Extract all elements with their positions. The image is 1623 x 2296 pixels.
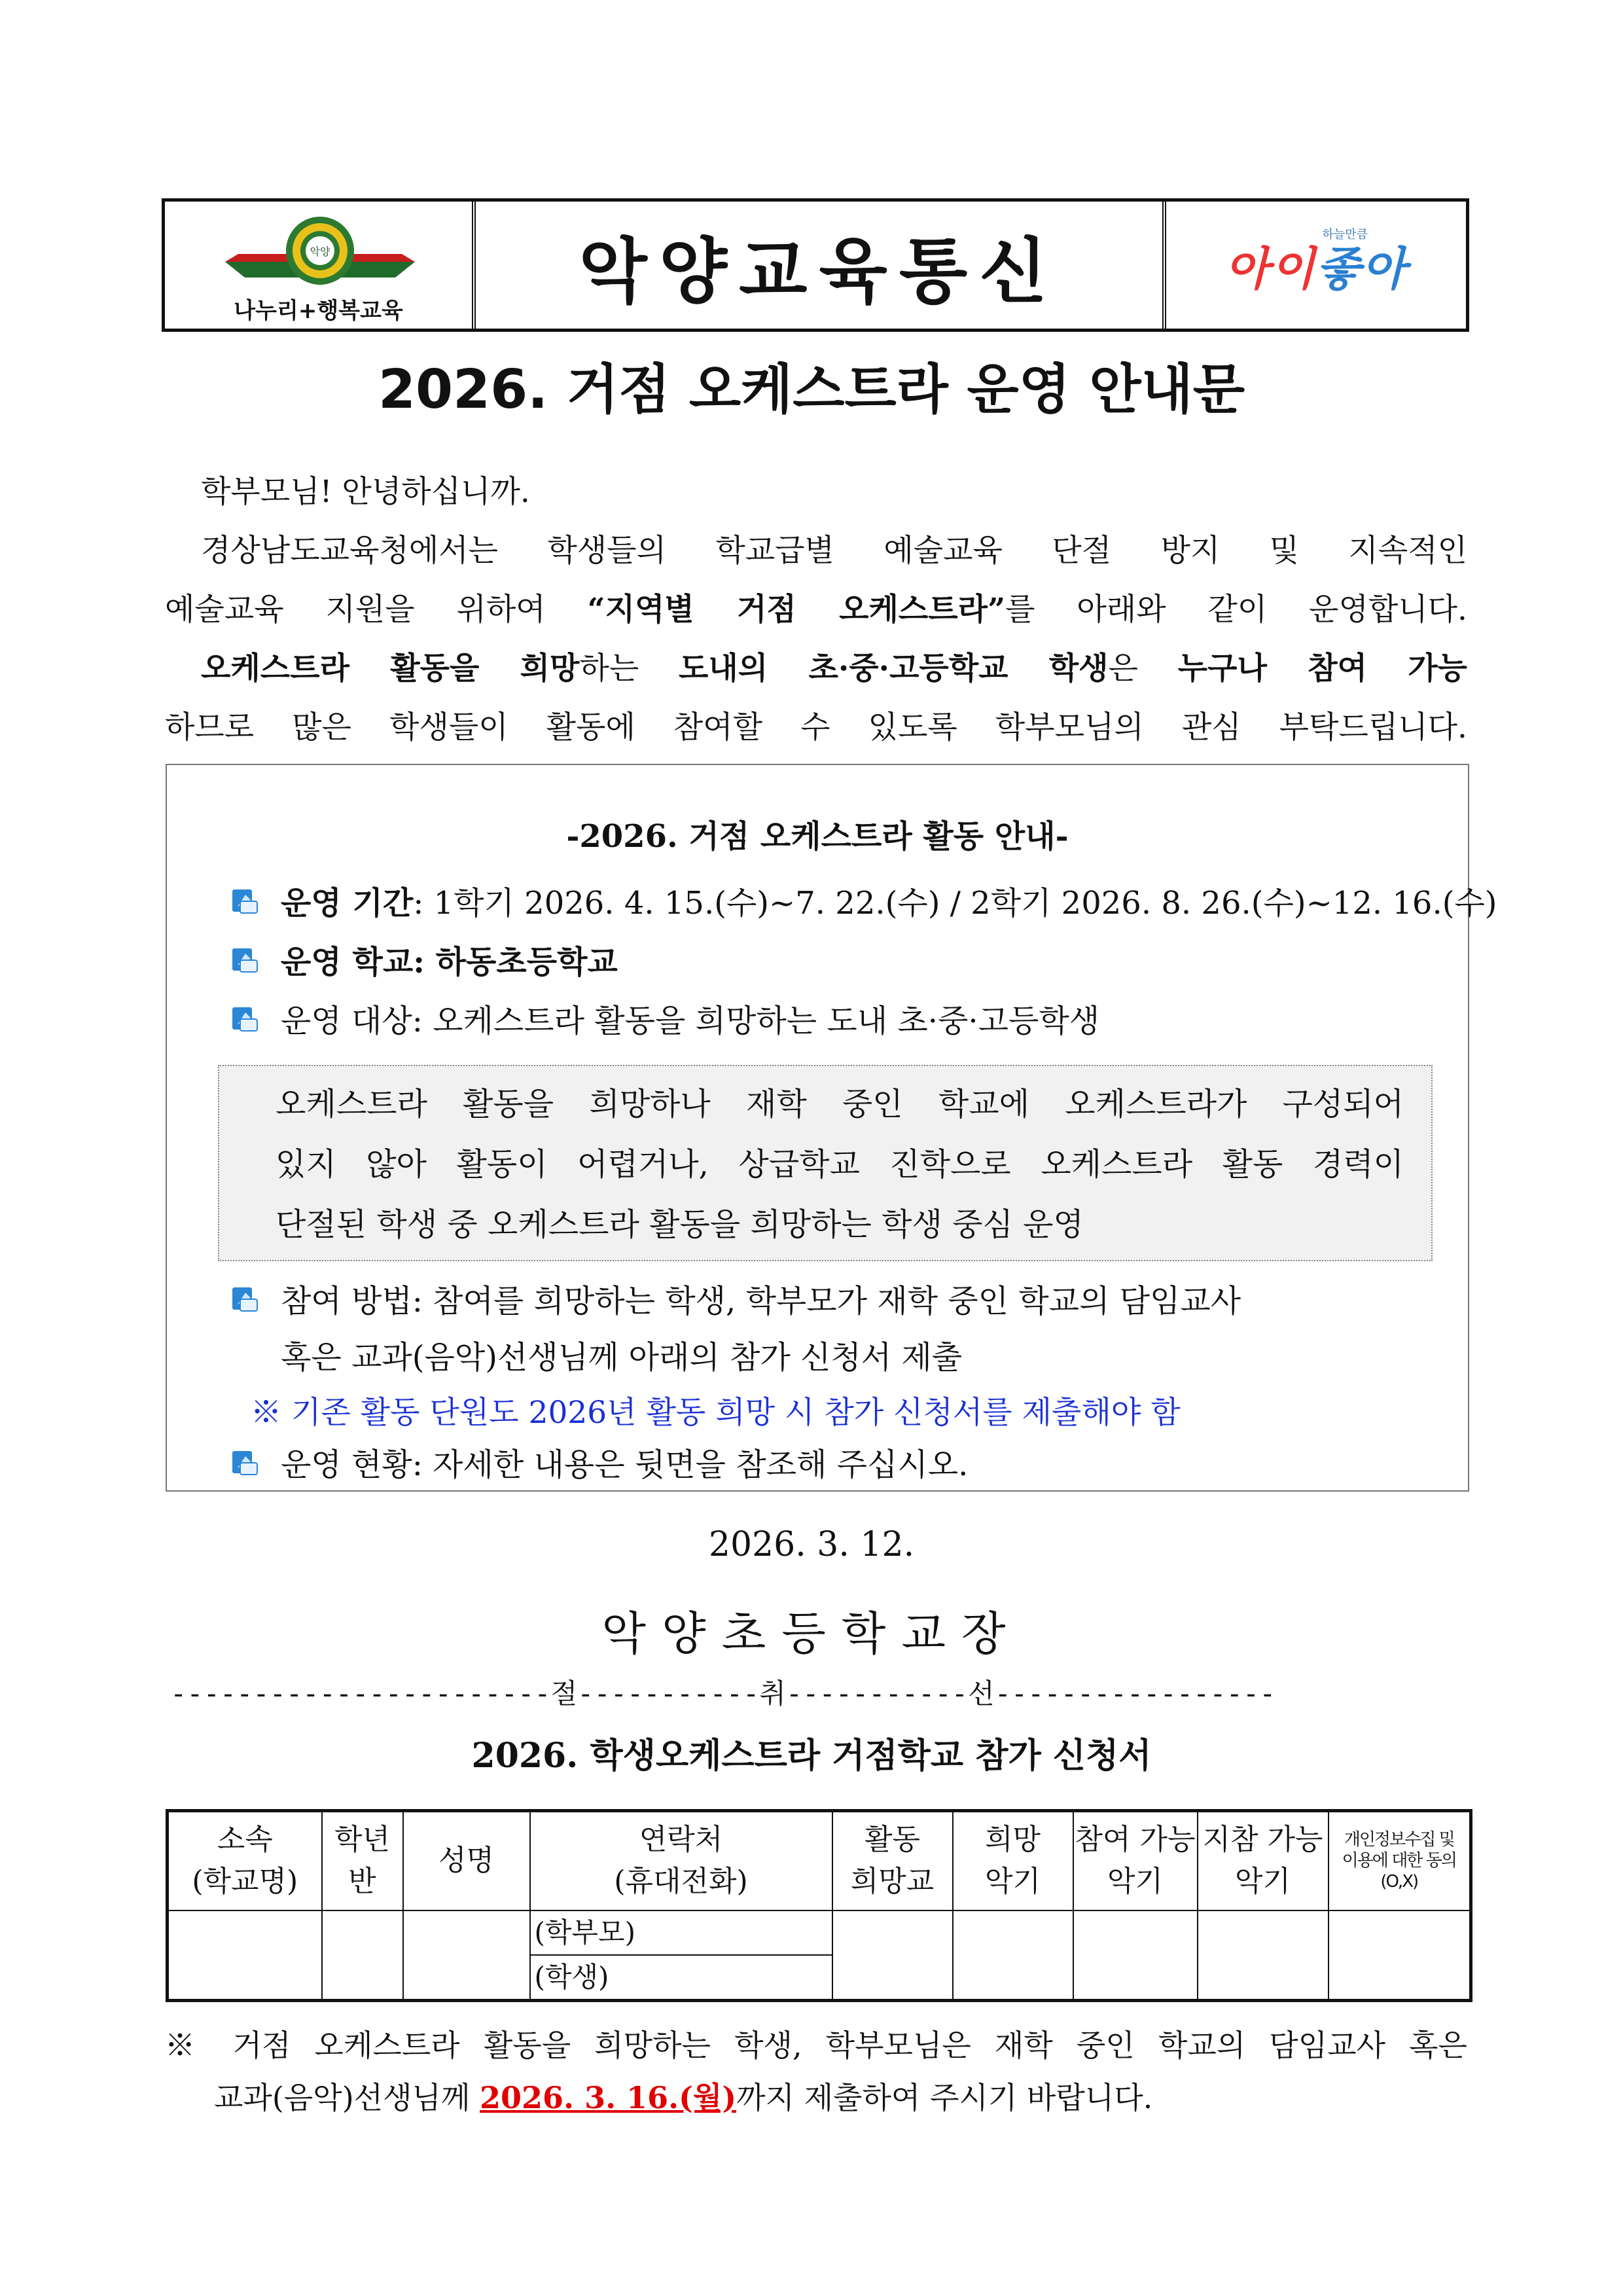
bullet-icon	[231, 1005, 259, 1032]
brand-logo	[1225, 232, 1408, 298]
bring-instrument-input[interactable]	[1198, 1910, 1329, 2001]
intro-text-2: 은	[1108, 651, 1178, 687]
intro-line-2-c: 를 아래와 같이 운영합니다.	[1005, 592, 1467, 628]
available-instrument-input[interactable]	[1073, 1910, 1198, 2001]
status-item	[231, 1439, 968, 1484]
school-value: : 하동초등학교	[413, 944, 618, 980]
logo-caption: 나누리+행복교육	[234, 298, 403, 324]
status-text: 운영 현황: 자세한 내용은 뒷면을 참조해 주십시오.	[281, 1446, 969, 1483]
header-bring-instrument: 지참 가능 악기	[1198, 1811, 1329, 1910]
emblem-text: 악양	[310, 245, 330, 258]
submission-deadline: 2026. 3. 16.(월)	[480, 2080, 737, 2115]
activity-info-box	[166, 764, 1497, 1492]
header-contact: 연락처 (휴대전화)	[530, 1811, 832, 1910]
grade-class-input[interactable]	[322, 1910, 403, 2001]
submission-note	[165, 2019, 1467, 2124]
school-emblem-icon	[219, 215, 421, 293]
bullet-icon	[231, 887, 259, 914]
header-wish-instrument: 희망 악기	[953, 1811, 1073, 1910]
intro-line-2	[165, 581, 1467, 639]
intro-line-1: 경상남도교육청에서는 학생들의 학교급별 예술교육 단절 방지 및 지속적인	[201, 533, 1467, 569]
header-grade-class: 학년 반	[322, 1811, 403, 1910]
privacy-consent-input[interactable]	[1329, 1910, 1471, 2001]
school-input[interactable]	[832, 1910, 953, 2001]
header-name: 성명	[403, 1811, 530, 1910]
wish-instrument-input[interactable]	[953, 1910, 1073, 2001]
form-header-row	[168, 1811, 1471, 1910]
eligibility-note-box	[218, 1065, 1433, 1261]
parent-phone-input[interactable]: (학부모)	[530, 1910, 832, 1955]
school-label: 운영 학교	[281, 944, 414, 980]
intro-bold-2: 도내의 초·중·고등학교 학생	[679, 651, 1109, 687]
eligibility-line-2: 있지 않아 활동이 어렵거나, 상급학교 진학으로 오케스트라 활동 경력이	[276, 1146, 1404, 1183]
brand-logo-cell	[1166, 202, 1466, 329]
target-item	[231, 996, 1099, 1041]
method-line-1: 참여 방법: 참여를 희망하는 학생, 학부모가 재학 중인 학교의 담임교사	[281, 1283, 1241, 1319]
header-school: 활동 희망교	[832, 1811, 953, 1910]
application-form-table	[166, 1809, 1472, 2002]
school-logo-cell	[165, 202, 476, 329]
brand-text-1: 아이	[1224, 242, 1316, 296]
affiliation-input[interactable]	[168, 1910, 322, 2001]
bullet-icon	[231, 1448, 259, 1476]
period-value: : 1학기 2026. 4. 15.(수)~7. 22.(수) / 2학기 2026. 8. 26.(수)~12. 16.(수)	[413, 885, 1497, 922]
eligibility-line-1: 오케스트라 활동을 희망하나 재학 중인 학교에 오케스트라가 구성되어	[276, 1086, 1404, 1122]
newsletter-title-cell	[476, 202, 1166, 329]
header-available-instrument: 참여 가능 악기	[1073, 1811, 1198, 1910]
intro-bold-3: 누구나 참여 가능	[1177, 651, 1468, 687]
info-box-title: -2026. 거점 오케스트라 활동 안내-	[566, 818, 1069, 855]
eligibility-line-3: 단절된 학생 중 오케스트라 활동을 희망하는 학생 중심 운영	[276, 1206, 1084, 1243]
document-title: 2026. 거점 오케스트라 운영 안내문	[378, 359, 1245, 421]
school-item	[231, 937, 618, 982]
principal-signature: 악양초등학교장	[601, 1607, 1022, 1660]
submission-note-line-2: 교과(음악)선생님께 2026. 3. 16.(월)까지 제출하여 주시기 바랍니다.	[214, 2080, 1153, 2115]
brand-text-2: 좋아	[1316, 242, 1408, 296]
brand-small-text: 하늘만큼	[1322, 228, 1368, 242]
method-line-2: 혹은 교과(음악)선생님께 아래의 참가 신청서 제출	[281, 1339, 963, 1376]
method-item	[231, 1276, 1241, 1321]
application-form-title: 2026. 학생오케스트라 거점학교 참가 신청서	[471, 1736, 1152, 1776]
greeting: 학부모님! 안녕하십니까.	[201, 474, 530, 510]
intro-bold-1: 오케스트라 활동을 희망	[201, 651, 580, 687]
period-item	[231, 878, 1497, 923]
target-text: 운영 대상: 오케스트라 활동을 희망하는 도내 초·중·고등학생	[281, 1003, 1100, 1039]
intro-line-4: 하므로 많은 학생들이 활동에 참여할 수 있도록 학부모님의 관심 부탁드립니다.	[165, 709, 1467, 745]
issue-date: 2026. 3. 12.	[708, 1525, 915, 1564]
newsletter-title: 악양교육통신	[579, 230, 1060, 313]
intro-text-1: 하는	[579, 651, 679, 687]
student-phone-input[interactable]: (학생)	[530, 1955, 832, 2001]
form-input-row-1	[168, 1910, 1471, 1955]
bullet-icon	[231, 946, 259, 973]
cut-line: -----------------------절-----------취-----------선-----------------	[170, 1677, 1276, 1710]
period-label: 운영 기간	[281, 885, 414, 922]
header-affiliation: 소속 (학교명)	[168, 1811, 322, 1910]
header-privacy-consent: 개인정보수집 및 이용에 대한 동의 (O,X)	[1329, 1811, 1471, 1910]
bullet-icon	[231, 1285, 259, 1312]
existing-member-note: ※ 기존 활동 단원도 2026년 활동 희망 시 참가 신청서를 제출해야 함	[251, 1395, 1181, 1431]
intro-emphasis-quote: “지역별 거점 오케스트라”	[587, 592, 1006, 628]
intro-line-2-a: 예술교육 지원을 위하여	[165, 592, 588, 628]
intro-line-3	[165, 639, 1467, 698]
newsletter-header	[162, 198, 1469, 332]
submission-note-line-1: ※ 거점 오케스트라 활동을 희망하는 학생, 학부모님은 재학 중인 학교의 담임교사 혹은	[165, 2028, 1467, 2063]
name-input[interactable]	[403, 1910, 530, 2001]
